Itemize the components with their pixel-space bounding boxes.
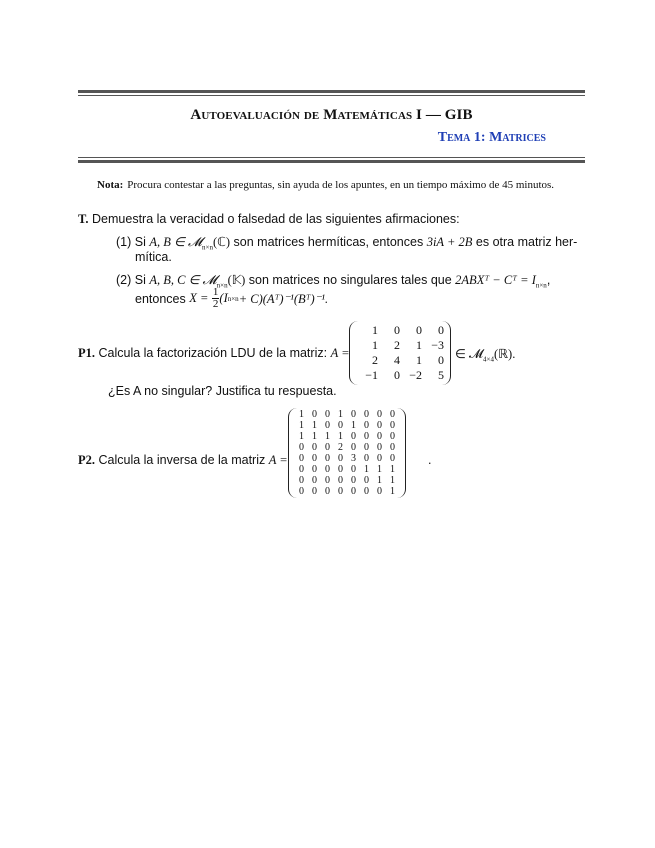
document-subtitle: Tema 1: Matrices	[437, 130, 546, 145]
question-p1-domain	[455, 346, 515, 364]
matrix-cell: 0	[351, 442, 356, 453]
matrix-cell: 4	[394, 353, 400, 367]
question-p2	[78, 453, 288, 468]
matrix-cell: 0	[351, 409, 356, 420]
matrix-cell: −1	[365, 368, 378, 382]
math-expr: X =	[189, 291, 209, 305]
item-text: Si	[134, 235, 146, 249]
matrix-cell: 1	[338, 409, 343, 420]
matrix-cell: 1	[390, 486, 395, 497]
question-p1-followup: ¿Es A no singular? Justifica tu respuesta.	[108, 384, 337, 398]
matrix-cell: 0	[377, 420, 382, 431]
item-text: son matrices hermíticas, entonces	[233, 235, 424, 249]
item-text: es otra matriz her-	[475, 235, 578, 249]
matrix-cell: 0	[377, 409, 382, 420]
matrix-cell: 1	[390, 475, 395, 486]
matrix-cell: 2	[394, 338, 400, 352]
matrix-cell: 0	[338, 475, 343, 486]
math-expr: ,	[546, 273, 551, 287]
math-expr: (𝕂)	[227, 273, 246, 287]
matrix-cell: 0	[394, 323, 400, 337]
note-text: Procura contestar a las preguntas, sin ayuda de los apuntes, en un tiempo máximo de 45 minutos.	[127, 179, 555, 191]
matrix-cell: 0	[325, 486, 330, 497]
matrix-cell: 0	[351, 475, 356, 486]
item-text: entonces	[135, 291, 186, 306]
matrix-cell: 2	[338, 442, 343, 453]
matrix-cell: 1	[390, 464, 395, 475]
math-expr: (I	[219, 291, 228, 305]
question-p2-label: P2.	[78, 453, 96, 467]
matrix-cell: 0	[312, 442, 317, 453]
matrix-cell: 0	[325, 420, 330, 431]
document-title: Autoevaluación de Matemáticas I — GIB	[190, 107, 473, 123]
fraction-denominator: 2	[212, 298, 219, 310]
matrix-cell: 1	[299, 420, 304, 431]
matrix-cell: 0	[325, 409, 330, 420]
matrix-cell: 0	[325, 453, 330, 464]
matrix-cell: 0	[299, 475, 304, 486]
matrix-cell: 0	[325, 475, 330, 486]
question-t-prompt	[78, 212, 460, 227]
matrix-row	[356, 368, 444, 383]
matrix-cell: 1	[416, 338, 422, 352]
matrix-cell: 1	[312, 420, 317, 431]
matrix-cell: 0	[312, 409, 317, 420]
question-p1-label: P1.	[78, 346, 96, 360]
question-t-item-2-cont	[135, 287, 328, 310]
matrix-cell: 0	[364, 409, 369, 420]
matrix-cell: 0	[351, 464, 356, 475]
matrix-cell: 0	[390, 431, 395, 442]
matrix-cell: 0	[364, 453, 369, 464]
matrix-cell: 0	[338, 453, 343, 464]
note	[97, 179, 554, 191]
p2-matrix	[288, 408, 406, 498]
matrix-row	[295, 486, 399, 497]
matrix-row	[295, 475, 399, 486]
matrix-cell: 0	[394, 368, 400, 382]
matrix-cell: 0	[390, 409, 395, 420]
matrix-cell: 0	[377, 453, 382, 464]
top-rule-thick	[78, 90, 585, 93]
matrix-cell: 0	[438, 353, 444, 367]
matrix-row	[295, 420, 399, 431]
note-label: Nota:	[97, 179, 124, 191]
math-expr: 3iA + 2B	[426, 235, 473, 249]
matrix-cell: 0	[377, 486, 382, 497]
matrix-cell: 0	[325, 442, 330, 453]
matrix-row	[356, 338, 444, 353]
matrix-cell: 1	[372, 338, 378, 352]
matrix-cell: 1	[312, 431, 317, 442]
math-expr: A, B, C ∈ 𝓜	[149, 273, 217, 287]
matrix-cell: 1	[325, 431, 330, 442]
matrix-cell: 0	[338, 486, 343, 497]
matrix-cell: 0	[364, 431, 369, 442]
matrix-cell: −3	[431, 338, 444, 352]
matrix-cell: 0	[364, 420, 369, 431]
matrix-cell: 0	[390, 442, 395, 453]
matrix-row	[295, 442, 399, 453]
math-expr: (ℂ)	[213, 235, 231, 249]
matrix-cell: 0	[416, 323, 422, 337]
item-text: Si	[134, 273, 146, 287]
math-expr: + C)(Aᵀ)⁻¹(Bᵀ)⁻¹.	[238, 291, 329, 306]
fraction	[212, 287, 220, 310]
matrix-cell: 1	[338, 431, 343, 442]
bottom-rule-thick	[78, 160, 585, 163]
matrix-cell: 0	[299, 453, 304, 464]
matrix-cell: 1	[299, 431, 304, 442]
bottom-rule-thin	[78, 157, 585, 158]
matrix-cell: 0	[338, 420, 343, 431]
matrix-cell: 0	[299, 464, 304, 475]
matrix-cell: 0	[390, 453, 395, 464]
math-expr: ∈ 𝓜	[455, 347, 484, 361]
question-t-item-1-cont: mítica.	[135, 250, 172, 264]
question-t-text: Demuestra la veracidad o falsedad de las siguientes afirmaciones:	[92, 212, 460, 226]
math-expr: A =	[330, 346, 350, 360]
matrix-cell: 0	[377, 442, 382, 453]
matrix-row	[356, 323, 444, 338]
matrix-row	[356, 353, 444, 368]
matrix-cell: 0	[312, 475, 317, 486]
math-sub: n×n	[216, 281, 228, 290]
matrix-row	[295, 453, 399, 464]
matrix-cell: 0	[364, 442, 369, 453]
matrix-cell: 5	[438, 368, 444, 382]
math-expr: A, B ∈ 𝓜	[149, 235, 203, 249]
math-sub: n×n	[535, 281, 547, 290]
matrix-cell: 0	[351, 431, 356, 442]
math-sub: 4×4	[483, 355, 494, 364]
question-p1	[78, 346, 350, 361]
matrix-cell: 0	[364, 475, 369, 486]
item-number: (2)	[116, 273, 132, 287]
matrix-cell: −2	[409, 368, 422, 382]
matrix-cell: 0	[351, 486, 356, 497]
matrix-row	[295, 464, 399, 475]
item-text: son matrices no singulares tales que	[248, 273, 452, 287]
p1-matrix	[349, 321, 451, 385]
question-p2-end: .	[428, 453, 432, 467]
matrix-cell: 0	[338, 464, 343, 475]
matrix-cell: 0	[325, 464, 330, 475]
matrix-cell: 0	[390, 420, 395, 431]
matrix-cell: 0	[299, 442, 304, 453]
math-sub: n×n	[202, 243, 213, 252]
question-t-item-1	[116, 234, 580, 252]
fraction-numerator: 1	[212, 286, 219, 298]
matrix-cell: 1	[351, 420, 356, 431]
matrix-cell: 0	[312, 453, 317, 464]
math-expr: A =	[268, 453, 288, 467]
matrix-cell: 3	[351, 453, 356, 464]
item-number: (1)	[116, 235, 132, 249]
matrix-cell: 0	[438, 323, 444, 337]
math-sub: n×n	[227, 294, 239, 303]
matrix-cell: 0	[312, 486, 317, 497]
top-rule-thin	[78, 95, 585, 96]
matrix-cell: 1	[299, 409, 304, 420]
matrix-cell: 1	[377, 475, 382, 486]
matrix-cell: 0	[312, 464, 317, 475]
matrix-row	[295, 409, 399, 420]
matrix-cell: 1	[416, 353, 422, 367]
matrix-cell: 0	[299, 486, 304, 497]
question-p1-text: Calcula la factorización LDU de la matriz:	[98, 346, 328, 360]
matrix-cell: 1	[364, 464, 369, 475]
math-expr: (ℝ).	[493, 347, 516, 361]
math-expr: 2ABXᵀ − Cᵀ = I	[455, 273, 536, 287]
question-p2-text: Calcula la inversa de la matriz	[98, 453, 266, 467]
matrix-cell: 1	[377, 464, 382, 475]
question-t-label: T.	[78, 212, 89, 226]
matrix-row	[295, 431, 399, 442]
matrix-cell: 0	[377, 431, 382, 442]
matrix-cell: 0	[364, 486, 369, 497]
matrix-cell: 2	[372, 353, 378, 367]
matrix-cell: 1	[372, 323, 378, 337]
